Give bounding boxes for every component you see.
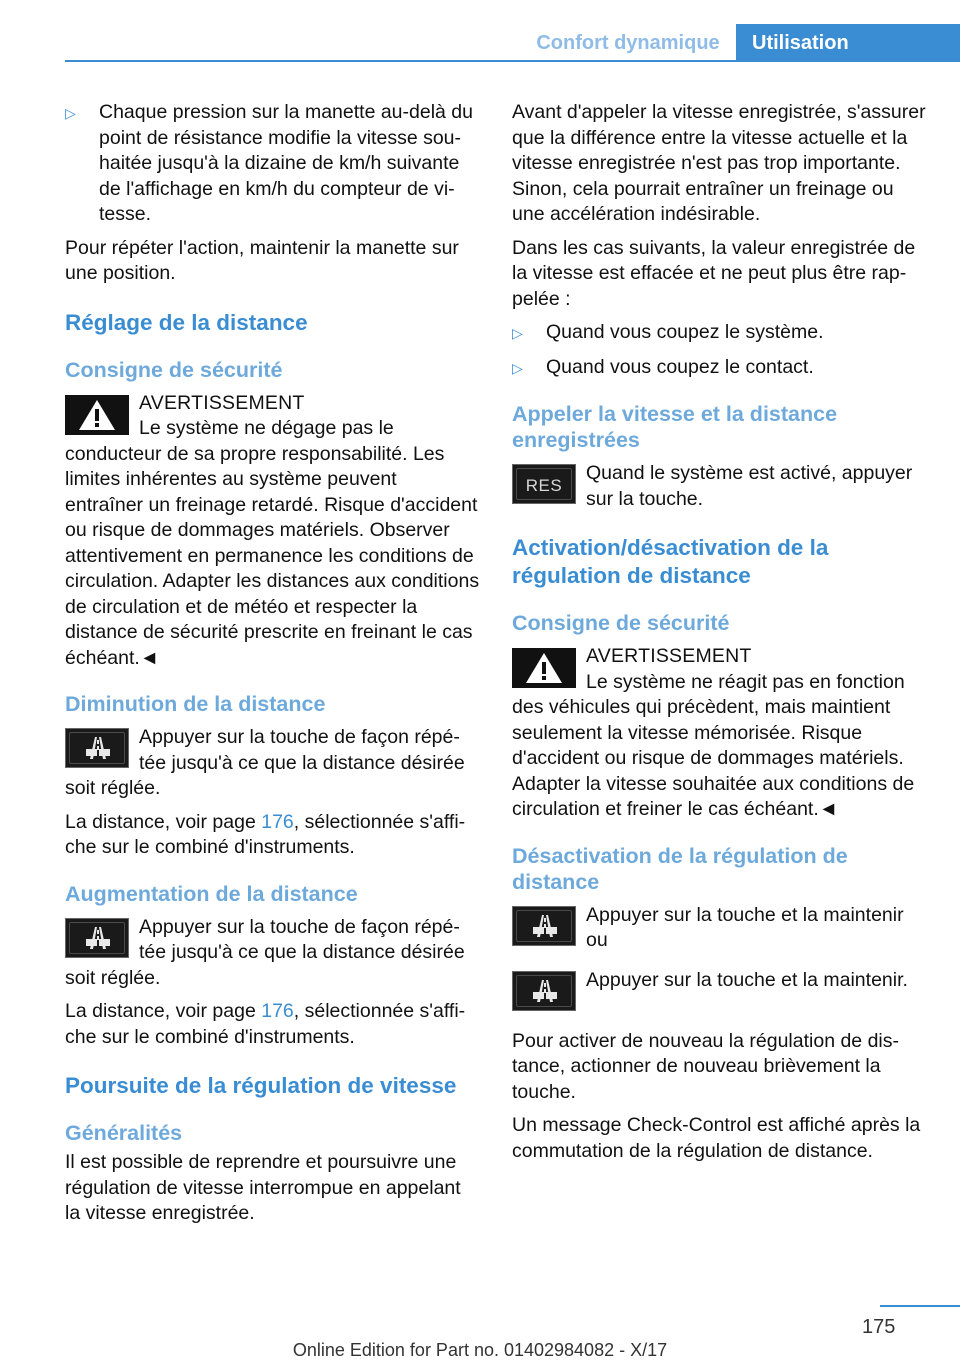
header-rule [65,60,960,62]
paragraph: Avant d'appeler la vitesse enregistrée, s'assurer que la différence entre la vitesse actuelle et la vitesse enregistrée n'est pas trop importante. Sinon, cela pourrait entraîner un freinage ou une accélération indésirable. [512,101,926,225]
header-section-tab[interactable]: Confort dynamique [536,32,720,54]
heading-activation: Activation/désactivation de la régulation de distance [512,535,829,588]
warning-triangle-icon [65,395,129,435]
subheading-recall: Appeler la vitesse et la distance enregistrées [512,402,838,452]
page-number: 175 [862,1316,896,1338]
paragraph: Pour activer de nouveau la régulation de distance, actionner de nouveau brièvement la touche. [512,1029,899,1103]
header-chapter-tab[interactable]: Utilisation [736,24,960,62]
distance-key-icon [65,728,129,768]
list-item: ▷ Quand vous coupez le système. [512,320,927,347]
list-item: ▷ Quand vous coupez le contact. [512,355,927,382]
deactivation-instruction: Appuyer sur la touche et la maintenir. [512,968,927,1015]
paragraph: La distance, voir page 176, sélectionnée s'affiche sur le combiné d'instruments. [65,810,466,858]
page-link[interactable]: 176 [261,1000,294,1022]
paragraph: Un message Check-Control est affiché après la commutation de la régulation de distance. [512,1114,921,1162]
subheading-general: Généralités [65,1121,183,1145]
deactivation-instruction: Appuyer sur la touche et la maintenir ou [512,903,927,954]
paragraph: Il est possible de reprendre et poursuivre une régulation de vitesse interrompue en appelant la vitesse enregistrée. [65,1151,461,1224]
paragraph: Pour répéter l'action, maintenir la manette sur une position. [65,236,459,284]
subheading-decrease-distance: Diminution de la distance [65,692,326,716]
triangle-bullet-icon: ▷ [512,325,523,341]
subheading-safety: Consigne de sécurité [65,357,283,382]
res-key-icon: RES [512,464,576,504]
heading-resume-cruise: Poursuite de la régulation de vitesse [65,1073,457,1098]
decrease-distance-instruction: Appuyer sur la touche de façon répétée jusqu'à ce que la distance désirée soit réglée. [65,726,465,799]
distance-key-icon [65,918,129,958]
paragraph: La distance, voir page 176, sélectionnée s'affiche sur le combiné d'instruments. [65,1000,466,1048]
subheading-increase-distance: Augmentation de la distance [65,881,358,906]
edition-footer: Online Edition for Part no. 01402984082 - X/17 [292,1340,668,1360]
heading-distance-setting: Réglage de la distance [65,309,308,335]
right-column [512,100,927,1172]
warning-triangle-icon [512,648,576,688]
increase-distance-instruction: Appuyer sur la touche de façon répétée jusqu'à ce que la distance désirée soit réglée. [65,915,465,989]
triangle-bullet-icon: ▷ [65,105,76,121]
footer-rule [880,1305,960,1307]
subheading-deactivation: Désactivation de la régulation de distance [512,843,848,894]
warning-block: AVERTISSEMENT Le système ne réagit pas en fonction des véhicules qui précèdent, mais maintient seulement la vitesse mémorisée. Risque d'accident ou risque de dommages matériels. Adapter la vitesse souhaitée aux conditions de circulation et freiner le cas échéant.◄ [512,645,915,820]
subheading-safety: Consigne de sécurité [512,611,730,635]
triangle-bullet-icon: ▷ [512,359,523,376]
left-column [65,100,480,1235]
warning-block: AVERTISSEMENT Le système ne dégage pas le conducteur de sa propre responsabilité. Les limites inhérentes au système peuvent entraîner un freinage retardé. Risque d'accident ou risque de dommages matériels. Observer attentivement en permanence les conditions de circulation. Adapter les distances aux conditions de circulation et de météo et respecter la distance de sécurité prescrite en freinant le cas échéant.◄ [65,391,480,669]
list-item: ▷ Chaque pression sur la manette au-delà du point de résistance modifie la vitesse souhaitée jusqu'à la dizaine de km/h suivante de l'affichage en km/h du compteur de vitesse. [65,100,480,228]
recall-instruction: RES Quand le système est activé, appuyer sur la touche. [512,461,927,512]
page-link[interactable]: 176 [261,810,294,833]
paragraph: Dans les cas suivants, la valeur enregistrée de la vitesse est effacée et ne peut plus être rappelée : [512,236,916,310]
distance-key-icon [512,906,576,946]
distance-key-icon [512,971,576,1011]
